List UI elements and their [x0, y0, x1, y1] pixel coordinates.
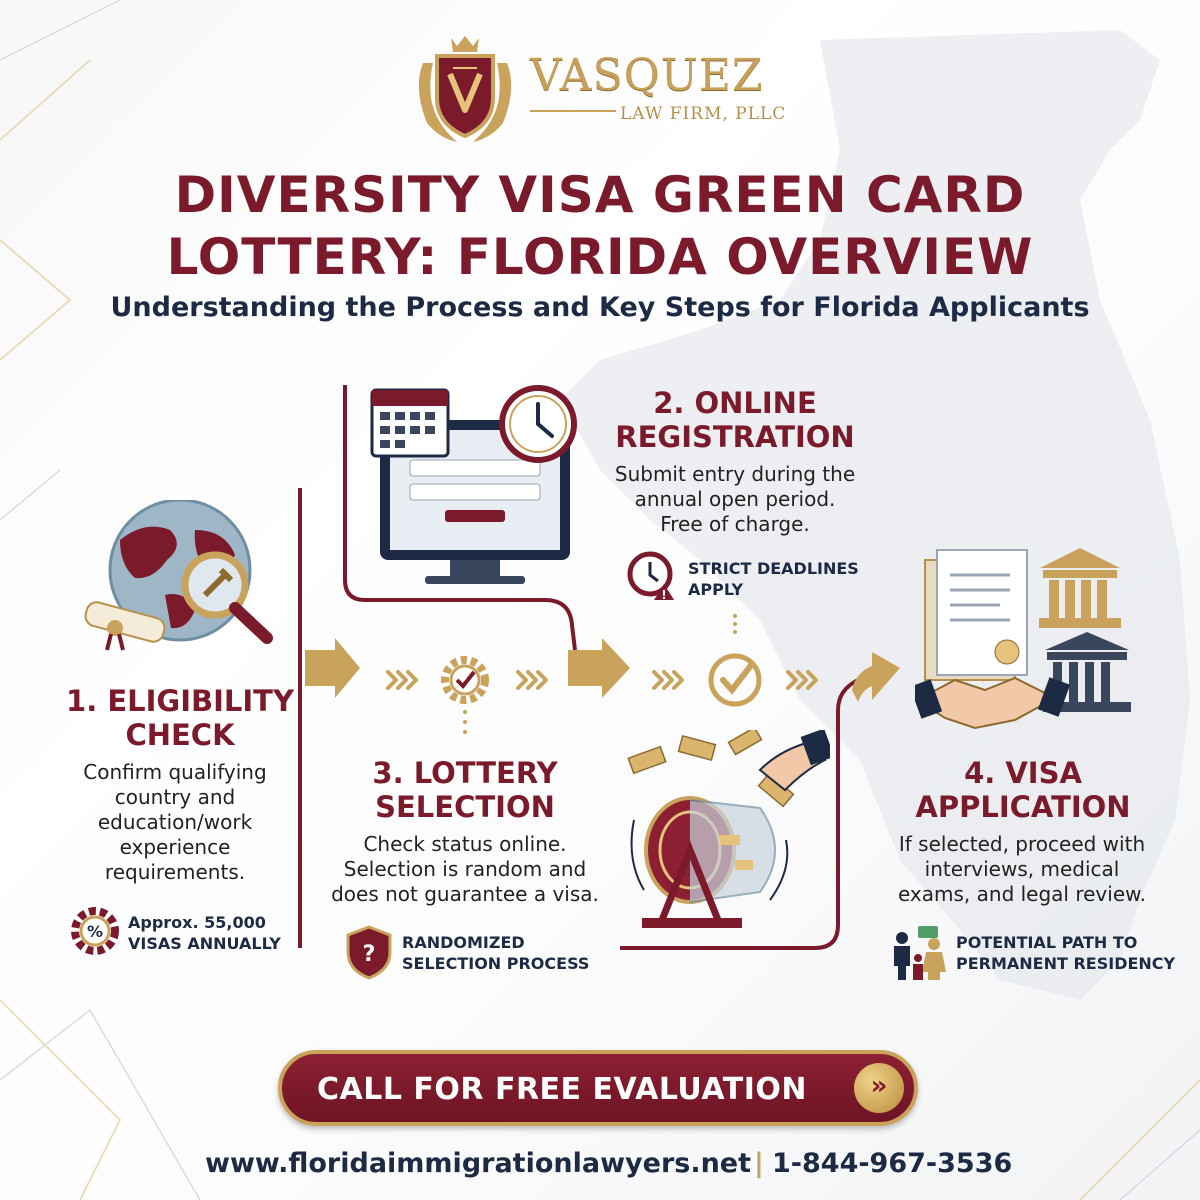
circle-check-icon: [711, 656, 759, 704]
step2-note: STRICT DEADLINES APPLY: [688, 559, 859, 599]
shield-question-icon: [344, 924, 394, 980]
flow-arrow-1: [305, 638, 360, 698]
flow-arrow-3: [852, 652, 900, 702]
step1-title: 1. ELIGIBILITY CHECK: [66, 684, 294, 752]
page-title-line1: DIVERSITY VISA GREEN CARD: [174, 166, 1026, 224]
step3-note: RANDOMIZED SELECTION PROCESS: [402, 933, 590, 973]
step4-description: If selected, proceed with interviews, medical exams, and legal review.: [897, 832, 1147, 906]
gear-check-icon: [445, 660, 485, 700]
svg-text:?: ?: [362, 942, 376, 967]
step1-note: Approx. 55,000 VISAS ANNUALLY: [128, 913, 281, 953]
step2-title: 2. ONLINE REGISTRATION: [615, 386, 855, 454]
footer-separator: |: [754, 1148, 764, 1179]
cta-label: CALL FOR FREE EVALUATION: [317, 1072, 807, 1107]
percent-gear-icon: [70, 906, 120, 956]
family-icon: [888, 922, 950, 982]
step4-title: 4. VISA APPLICATION: [915, 756, 1131, 824]
step4-note: POTENTIAL PATH TO PERMANENT RESIDENCY: [956, 933, 1176, 973]
step3-description: Check status online. Selection is random and does not guarantee a visa.: [331, 832, 599, 906]
call-for-free-evaluation-button[interactable]: [278, 1050, 918, 1126]
visa-application-handshake-icon: [915, 540, 1135, 740]
phone-number[interactable]: 1-844-967-3536: [772, 1148, 1013, 1179]
flow-arrow-2: [568, 638, 630, 698]
lottery-drum-icon: [620, 730, 830, 930]
brand-name: VASQUEZ: [530, 50, 764, 101]
svg-text:%: %: [86, 922, 104, 941]
page-subtitle: Understanding the Process and Key Steps for Florida Applicants: [110, 292, 1090, 323]
clock-alert-icon: [626, 550, 678, 602]
brand-subtitle: LAW FIRM, PLLC: [620, 104, 787, 124]
page-title-line2: LOTTERY: FLORIDA OVERVIEW: [166, 228, 1034, 286]
step1-description: Confirm qualifying country and education/work experience requirements.: [83, 760, 267, 884]
step2-description: Submit entry during the annual open period. Free of charge.: [614, 462, 856, 536]
step3-title: 3. LOTTERY SELECTION: [372, 756, 558, 824]
double-chevron-right-icon: »: [854, 1063, 904, 1113]
globe-magnifier-icon: [75, 500, 285, 670]
svg-text:!: !: [661, 588, 667, 602]
online-registration-computer-icon: [370, 380, 590, 600]
website-link[interactable]: www.floridaimmigrationlawyers.net: [205, 1148, 752, 1179]
